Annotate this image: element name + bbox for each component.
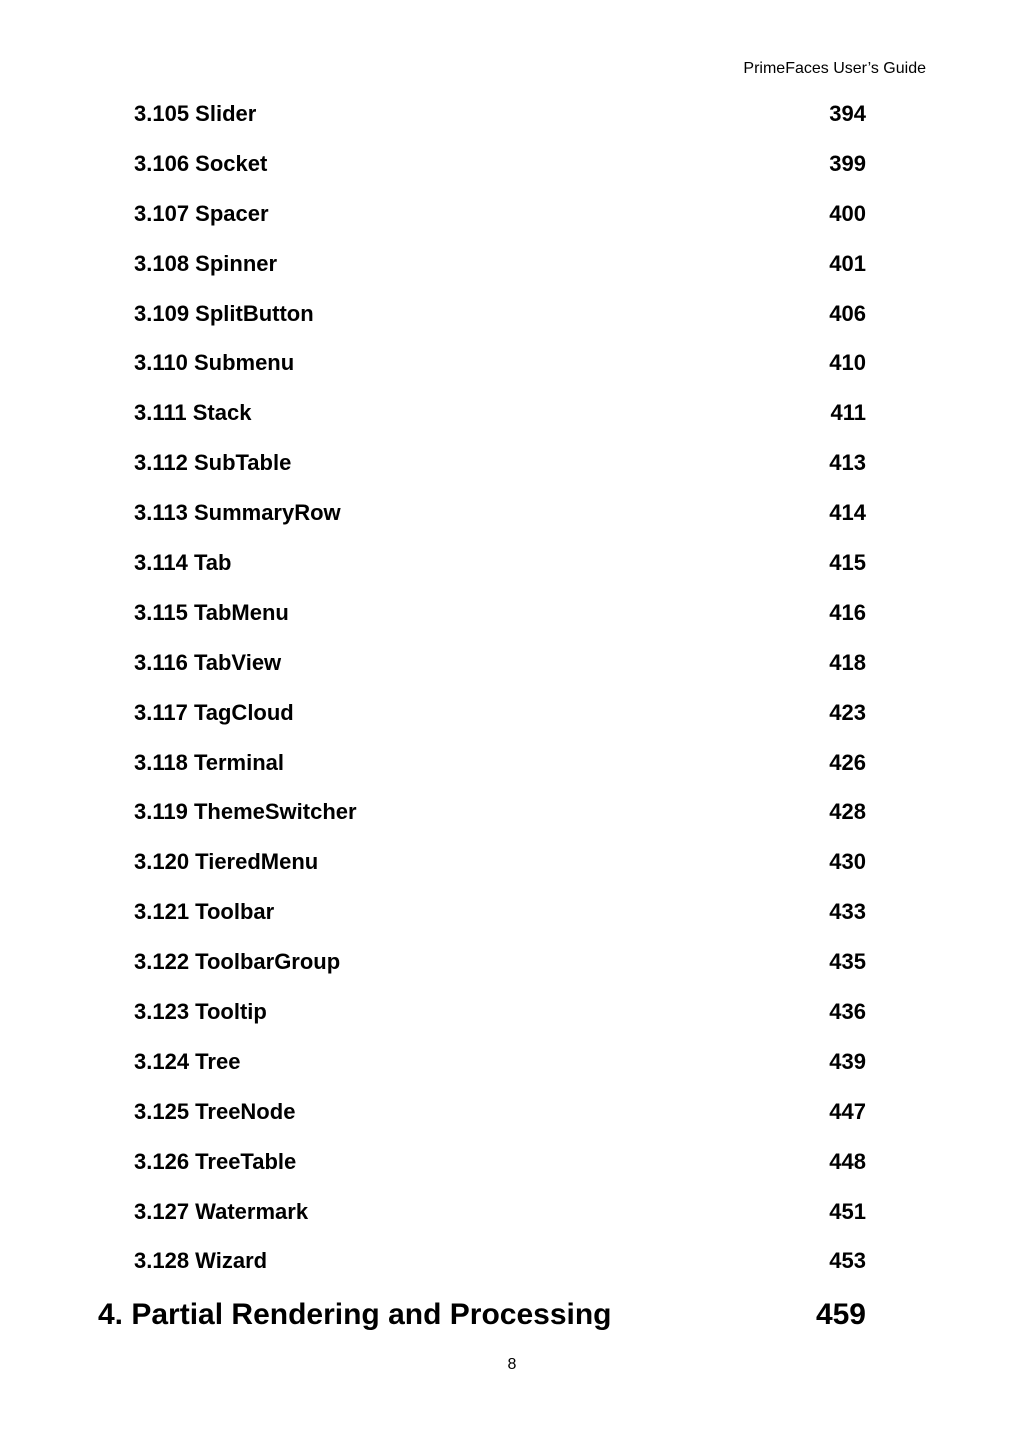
toc-entry-page: 415: [829, 550, 866, 576]
toc-entry[interactable]: [0, 396, 1024, 446]
page-number: 8: [507, 1356, 517, 1373]
toc-chapter-page: 459: [815, 1298, 866, 1331]
toc-entry[interactable]: [0, 446, 1024, 496]
toc-entry[interactable]: [0, 1095, 1024, 1145]
toc-entry-title: 3.121 Toolbar: [134, 899, 275, 925]
toc-entry[interactable]: [0, 247, 1024, 297]
toc-entry-page: 411: [830, 400, 866, 426]
toc-entry-page: 418: [829, 649, 866, 675]
toc-entry-page: 451: [829, 1198, 866, 1224]
toc-entry-page: 400: [829, 200, 866, 226]
toc-entry-title: 3.124 Tree: [134, 1048, 241, 1074]
toc-entry-title: 3.128 Wizard: [134, 1248, 268, 1274]
toc-entry-title: 3.110 Submenu: [134, 350, 295, 376]
toc-entry-title: 3.113 SummaryRow: [134, 500, 341, 526]
toc-entry-page: 413: [829, 450, 866, 476]
toc-entry-page: 428: [829, 799, 866, 825]
toc-entry[interactable]: [0, 1195, 1024, 1245]
toc-entry-page: 436: [829, 999, 866, 1025]
toc-entry-page: 447: [829, 1098, 866, 1124]
toc-entry[interactable]: [0, 1145, 1024, 1195]
toc-entry[interactable]: [0, 1045, 1024, 1095]
toc-entry[interactable]: [0, 795, 1024, 845]
toc-entry[interactable]: [0, 346, 1024, 396]
toc-entry-page: 448: [829, 1148, 866, 1174]
toc-entry-title: 3.114 Tab: [134, 550, 232, 576]
toc-entry[interactable]: [0, 945, 1024, 995]
toc-entry[interactable]: [0, 496, 1024, 546]
toc-entry-title: 3.111 Stack: [134, 400, 252, 426]
toc-entry[interactable]: [0, 1244, 1024, 1294]
toc-entry-page: 414: [829, 500, 866, 526]
toc-entry-title: 3.123 Tooltip: [134, 999, 267, 1025]
toc-entry-page: 433: [829, 899, 866, 925]
toc-entry-title: 3.106 Socket: [134, 150, 268, 176]
toc-entry[interactable]: [0, 696, 1024, 746]
table-of-contents: [0, 97, 1024, 1294]
toc-entry-page: 426: [829, 749, 866, 775]
toc-entry-page: 406: [829, 300, 866, 326]
toc-entry-title: 3.127 Watermark: [134, 1198, 309, 1224]
toc-entry-title: 3.119 ThemeSwitcher: [134, 799, 357, 825]
toc-entry[interactable]: [0, 845, 1024, 895]
toc-entry-page: 394: [829, 101, 866, 126]
toc-entry[interactable]: [0, 197, 1024, 247]
toc-entry-title: 3.107 Spacer: [134, 200, 269, 226]
toc-entry[interactable]: [0, 97, 1024, 147]
toc-entry-title: 3.126 TreeTable: [134, 1148, 297, 1174]
toc-entry-title: 3.115 TabMenu: [134, 599, 289, 625]
toc-entry[interactable]: [0, 995, 1024, 1045]
toc-entry-title: 3.125 TreeNode: [134, 1098, 296, 1124]
toc-entry-page: 435: [829, 949, 866, 975]
toc-entry-page: 416: [829, 599, 866, 625]
toc-entry-page: 439: [829, 1048, 866, 1074]
toc-entry[interactable]: [0, 297, 1024, 347]
toc-entry-title: 3.109 SplitButton: [134, 300, 314, 326]
toc-chapter-entry[interactable]: [0, 1293, 1024, 1341]
toc-entry-title: 3.118 Terminal: [134, 749, 285, 775]
toc-entry-title: 3.116 TabView: [134, 649, 282, 675]
toc-entry-page: 399: [829, 150, 866, 176]
toc-entry-page: 401: [829, 250, 866, 276]
toc-chapter-title: 4. Partial Rendering and Processing: [98, 1298, 612, 1331]
toc-entry-title: 3.122 ToolbarGroup: [134, 949, 341, 975]
toc-entry[interactable]: [0, 596, 1024, 646]
toc-entry-title: 3.105 Slider: [134, 101, 257, 126]
toc-entry-page: 453: [829, 1248, 866, 1274]
running-header: PrimeFaces User’s Guide: [743, 60, 926, 77]
toc-entry-title: 3.108 Spinner: [134, 250, 278, 276]
toc-entry[interactable]: [0, 546, 1024, 596]
toc-entry-title: 3.120 TieredMenu: [134, 849, 319, 875]
toc-entry-title: 3.117 TagCloud: [134, 699, 294, 725]
toc-entry[interactable]: [0, 746, 1024, 796]
toc-entry-page: 423: [829, 699, 866, 725]
toc-entry-page: 430: [829, 849, 866, 875]
toc-entry[interactable]: [0, 147, 1024, 197]
toc-entry-page: 410: [829, 350, 866, 376]
toc-entry-title: 3.112 SubTable: [134, 450, 292, 476]
toc-entry[interactable]: [0, 895, 1024, 945]
toc-entry[interactable]: [0, 646, 1024, 696]
